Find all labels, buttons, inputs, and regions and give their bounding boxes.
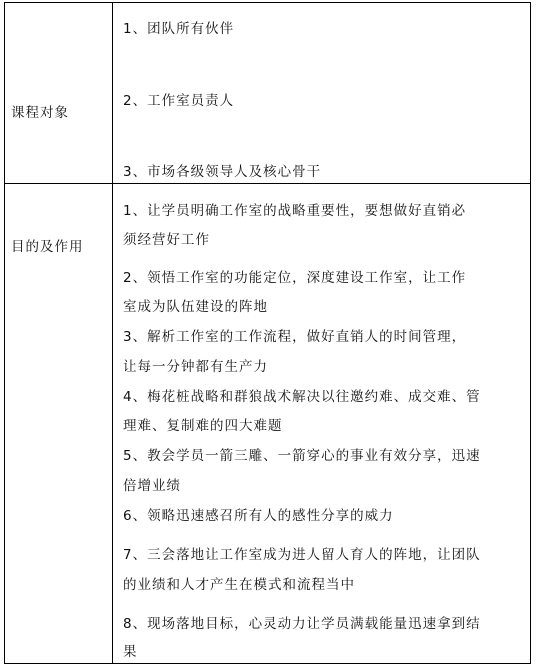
purpose-item-1-line-1: 1、让学员明确工作室的战略重要性，要想做好直销必: [123, 203, 467, 219]
purpose-item-1-line-2: 须经营好工作: [123, 232, 210, 248]
row-divider: [5, 183, 530, 184]
course-table: [4, 2, 531, 664]
target-item: 1、团队所有伙伴: [123, 21, 235, 37]
target-item: 3、市场各级领导人及核心骨干: [123, 164, 322, 180]
purpose-item-7-line-1: 7、三会落地让工作室成为进人留人育人的阵地，让团队: [123, 547, 481, 563]
column-divider: [112, 3, 113, 663]
purpose-item-5-line-2: 倍增业绩: [123, 478, 181, 494]
purpose-item-4-line-2: 理难、复制难的四大难题: [123, 418, 283, 434]
purpose-item-6-line-1: 6、领略迅速感召所有人的感性分享的威力: [123, 508, 394, 524]
purpose-item-2-line-2: 室成为队伍建设的阵地: [123, 299, 268, 315]
purpose-item-3-line-2: 让每一分钟都有生产力: [123, 359, 268, 375]
purpose-item-8-line-1: 8、现场落地目标，心灵动力让学员满载能量迅速拿到结: [123, 616, 481, 632]
purpose-item-4-line-1: 4、梅花桩战略和群狼战术解决以往邀约难、成交难、管: [123, 389, 481, 405]
purpose-item-3-line-1: 3、解析工作室的工作流程，做好直销人的时间管理，: [123, 329, 467, 345]
purpose-item-8-line-2: 果: [123, 644, 138, 660]
purpose-item-5-line-1: 5、教会学员一箭三雕、一箭穿心的事业有效分享，迅速: [123, 448, 481, 464]
row-label-purpose: 目的及作用: [11, 239, 84, 255]
purpose-item-2-line-1: 2、领悟工作室的功能定位，深度建设工作室，让工作: [123, 270, 467, 286]
target-item: 2、工作室员责人: [123, 93, 235, 109]
purpose-item-7-line-2: 的业绩和人才产生在模式和流程当中: [123, 577, 355, 593]
row-label-course-target: 课程对象: [11, 105, 69, 121]
